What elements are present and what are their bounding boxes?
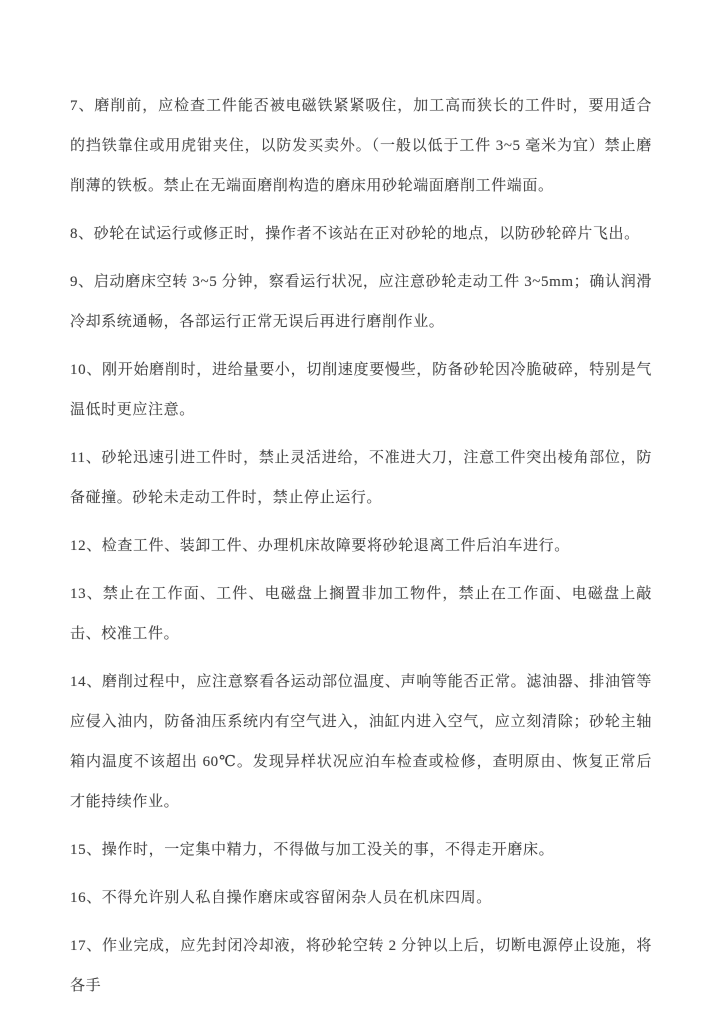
list-item-14: 14、磨削过程中，应注意察看各运动部位温度、声响等能否正常。滤油器、排油管等应侵入油内，防备油压系统内有空气进入，油缸内进入空气，应立刻清除；砂轮主轴箱内温度不该超出 60℃。发现异样状况应泊车检查或检修，查明原由、恢复正常后才能持续作业。 — [70, 674, 652, 810]
list-item-8: 8、砂轮在试运行或修正时，操作者不该站在正对砂轮的地点，以防砂轮碎片飞出。 — [70, 226, 640, 242]
document-body — [70, 86, 652, 1006]
list-item-10: 10、刚开始磨削时，进给量要小，切削速度要慢些，防备砂轮因冷脆破碎，特别是气温低时更应注意。 — [70, 362, 652, 418]
list-item-9: 9、启动磨床空转 3~5 分钟，察看运行状况，应注意砂轮走动工件 3~5mm；确认润滑冷却系统通畅，各部运行正常无误后再进行磨削作业。 — [70, 274, 652, 330]
list-item-17: 17、作业完成，应先封闭冷却液，将砂轮空转 2 分钟以上后，切断电源停止设施，将各手 — [70, 938, 652, 994]
list-item-7: 7、磨削前，应检查工件能否被电磁铁紧紧吸住，加工高而狭长的工件时，要用适合的挡铁靠住或用虎钳夹住，以防发买卖外。（一般以低于工件 3~5 毫米为宜）禁止磨削薄的铁板。禁止在无端面磨削构造的磨床用砂轮端面磨削工件端面。 — [70, 98, 652, 194]
list-item-11: 11、砂轮迅速引进工件时，禁止灵活进给，不准进大刀，注意工件突出棱角部位，防备碰撞。砂轮未走动工件时，禁止停止运行。 — [70, 450, 652, 506]
list-item-15: 15、操作时，一定集中精力，不得做与加工没关的事，不得走开磨床。 — [70, 842, 555, 858]
list-item-13: 13、禁止在工作面、工件、电磁盘上搁置非加工物件，禁止在工作面、电磁盘上敲击、校准工件。 — [70, 586, 652, 642]
list-item-16: 16、不得允许别人私自操作磨床或容留闲杂人员在机床四周。 — [70, 890, 492, 906]
list-item-12: 12、检查工件、装卸工件、办理机床故障要将砂轮退离工件后泊车进行。 — [70, 538, 570, 554]
